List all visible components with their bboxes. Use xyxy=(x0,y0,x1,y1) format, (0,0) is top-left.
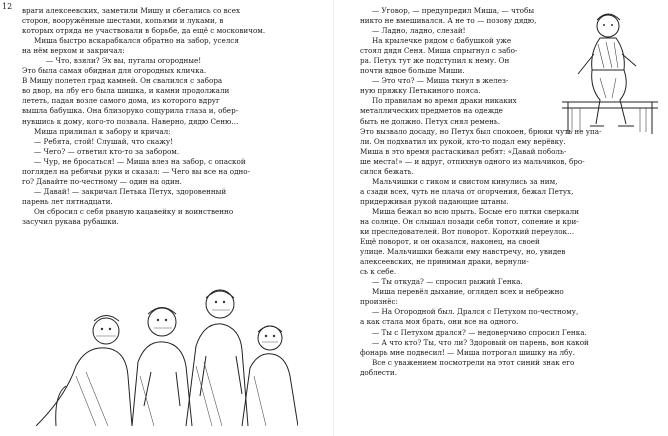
text-line: произнёс: xyxy=(360,297,398,307)
text-line: Мальчишки с гиком и свистом кинулись за ним, xyxy=(372,176,558,186)
text-line: Миша прилипал к забору и кричал: xyxy=(34,126,171,136)
text-line: сторон, вооружённые шестами, копьями и луками, в xyxy=(22,16,224,26)
text-line: По правилам во время драки никаких xyxy=(372,96,517,106)
text-line: — Ладно, ладно, слезай! xyxy=(372,26,466,36)
text-line: — А что кто? Ты, что ли? Здоровый он парень, вон какой xyxy=(372,337,589,347)
text-line: ную пряжку Петькиного пояса. xyxy=(360,86,481,96)
text-line: стоял дядя Сеня. Миша спрыгнул с забо- xyxy=(360,46,518,56)
text-line: сь к себе. xyxy=(360,267,397,277)
text-line: во двор, на лбу его была шишка, и камни продолжали xyxy=(22,86,230,96)
text-line: В Мишу полетел град камней. Он свалился с забора xyxy=(22,76,223,86)
text-line: сился бежать. xyxy=(360,166,414,176)
text-line: — Ты с Петухом дрался? — недоверчиво спросил Генка. xyxy=(372,327,587,337)
text-line: Все с уважением посмотрели на этот синий знак его xyxy=(372,357,575,367)
text-line: Миша в это время растаскивал ребят: «Давай поболь- xyxy=(360,146,567,156)
text-line: Это вызвало досаду, но Петух был спокоен, брюки чуть не упа- xyxy=(360,126,602,136)
group-of-boys-illustration xyxy=(36,276,298,426)
text-line: Это была самая обидная для огородных кличка. xyxy=(22,66,207,76)
text-line: ше места!» — и вдруг, отпихнув одного из мальчиков, бро- xyxy=(360,156,585,166)
text-line: поглядел на ребячьи руки и сказал: — Чего вы все на одно- xyxy=(22,166,251,176)
text-line: — Это что? — Миша ткнул в желез- xyxy=(372,76,509,86)
text-line: металлических предметов на одежде xyxy=(360,106,503,116)
text-line: лететь, падая возле самого дома, из которого вдруг xyxy=(22,96,220,106)
text-line: ки преследователей. Вот поворот. Короткий переулок… xyxy=(360,227,575,237)
text-line: а сзади всех, чуть не плача от огорчения, бежал Петух, xyxy=(360,186,574,196)
text-line: фонарь мне подвесил! — Миша потрогал шишку на лбу. xyxy=(360,347,575,357)
text-line: ли. Он подхватил их рукой, кто-то подал ему верёвку. xyxy=(360,136,566,146)
text-line: — Уговор, — предупредил Миша, — чтобы xyxy=(372,6,535,15)
text-line: почти вдвое больше Миши. xyxy=(360,66,465,76)
text-line: Ещё поворот, и он оказался, наконец, на своей xyxy=(360,237,540,247)
text-line: — Чего? — ответил кто-то за забором. xyxy=(34,146,180,156)
text-line: — Чур, не бросаться! — Миша влез на забор, с опаской xyxy=(34,156,246,166)
text-line: На крылечке рядом с бабушкой уже xyxy=(372,36,512,46)
text-line: Миша быстро вскарабкался обратно на забор, уселся xyxy=(34,36,239,46)
text-line: ра. Петух тут же подступил к нему. Он xyxy=(360,56,510,66)
text-line: которых отряда не участвовали в борьбе, да ещё с московичом. xyxy=(22,26,266,36)
text-line: Миша перевёл дыхание, оглядел всех и небрежно xyxy=(372,287,564,297)
text-line: придерживая рукой падающие штаны. xyxy=(360,196,509,206)
text-line: нувшись к дому, кого-то позвала. Наверно, дядю Сеню… xyxy=(22,116,239,126)
text-line: никто не вмешивался. А не то — позову дядю, xyxy=(360,16,537,26)
text-line: — Что, взяли? Эх вы, пугалы огородные! xyxy=(46,56,202,66)
text-line: на нём верхом и закричал: xyxy=(22,46,125,56)
text-line: Миша бежал во всю прыть. Босые его пятки сверкали xyxy=(372,206,580,216)
page-gutter xyxy=(333,0,334,436)
text-line: а как стала моя брать, они все на одного. xyxy=(360,317,519,327)
text-line: вышла бабушка. Она близоруко сощурила глаза и, обер- xyxy=(22,106,239,116)
text-line: засучил рукава рубашки. xyxy=(22,216,119,226)
text-line: — Давай! — закричал Петька Петух, здоровенный xyxy=(34,186,227,196)
text-line: на солнце. Он слышал позади себя топот, сопение и кри- xyxy=(360,216,579,226)
text-line: враги алексеевских, заметили Мишу и сбегались со всех xyxy=(22,6,241,15)
text-line: парень лет пятнадцати. xyxy=(22,196,113,206)
boy-sitting-illustration xyxy=(560,4,660,134)
text-line: быть не должно. Петух снял ремень. xyxy=(360,116,501,126)
text-line: алексеевских, не принимая драки, вернули- xyxy=(360,257,529,267)
left-page-text xyxy=(22,6,322,227)
text-line: доблести. xyxy=(360,367,397,377)
text-line: — На Огородной был. Дрался с Петухом по-честному, xyxy=(372,307,579,317)
text-line: улице. Мальчишки бежали ему навстречу, но, увидев xyxy=(360,247,566,257)
page-number: 12 xyxy=(2,2,13,11)
text-line: — Ребята, стой! Слушай, что скажу! xyxy=(34,136,174,146)
text-line: го? Давайте по-честному — один на один. xyxy=(22,176,182,186)
text-line: — Ты откуда? — спросил рыжий Генка. xyxy=(372,277,523,287)
text-line: Он сбросил с себя рваную кацавейку и воинственно xyxy=(34,206,234,216)
